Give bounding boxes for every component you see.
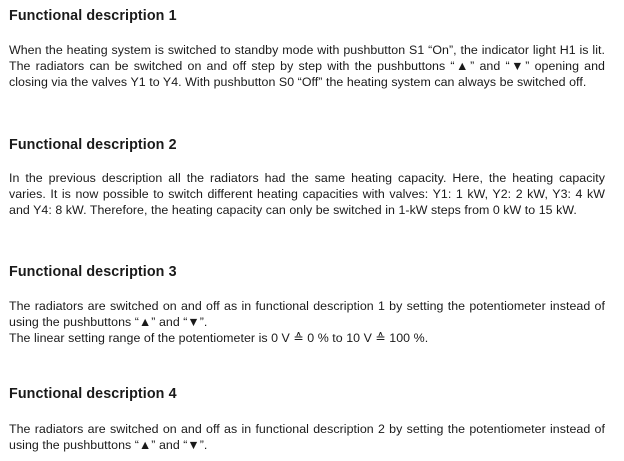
functional-description-1 [9, 8, 605, 90]
section-heading: Functional description 4 [9, 386, 177, 402]
section-paragraph: The radiators are switched on and off as in functional description 2 by setting the potentiometer instead of using the pushbuttons “▲” and “▼”. [9, 422, 605, 452]
section-paragraph: The linear setting range of the potentiometer is 0 V ≙ 0 % to 10 V ≙ 100 %. [9, 331, 429, 345]
section-paragraph: In the previous description all the radiators had the same heating capacity. Here, the heating capacity varies. It is now possible to switch different heating capacities with valves: Y1: 1 kW, Y2: 2 kW, Y3: 4 kW and Y4: 8 kW. Therefore, the heating capacity can only be switched in 1-kW steps from 0 kW to 15 kW. [9, 171, 605, 217]
functional-description-3 [9, 264, 605, 346]
section-heading: Functional description 1 [9, 8, 177, 24]
section-heading: Functional description 3 [9, 264, 177, 280]
section-paragraph: The radiators are switched on and off as in functional description 1 by setting the potentiometer instead of using the pushbuttons “▲” and “▼”. [9, 299, 605, 329]
functional-description-4 [9, 386, 605, 453]
section-paragraph: When the heating system is switched to standby mode with pushbutton S1 “On”, the indicator light H1 is lit. The radiators can be switched on and off step by step with the pushbuttons “▲” and “▼” opening and closing via the valves Y1 to Y4. With pushbutton S0 “Off” the heating system can always be switched off. [9, 43, 605, 89]
functional-description-2 [9, 137, 605, 218]
section-heading: Functional description 2 [9, 137, 177, 153]
